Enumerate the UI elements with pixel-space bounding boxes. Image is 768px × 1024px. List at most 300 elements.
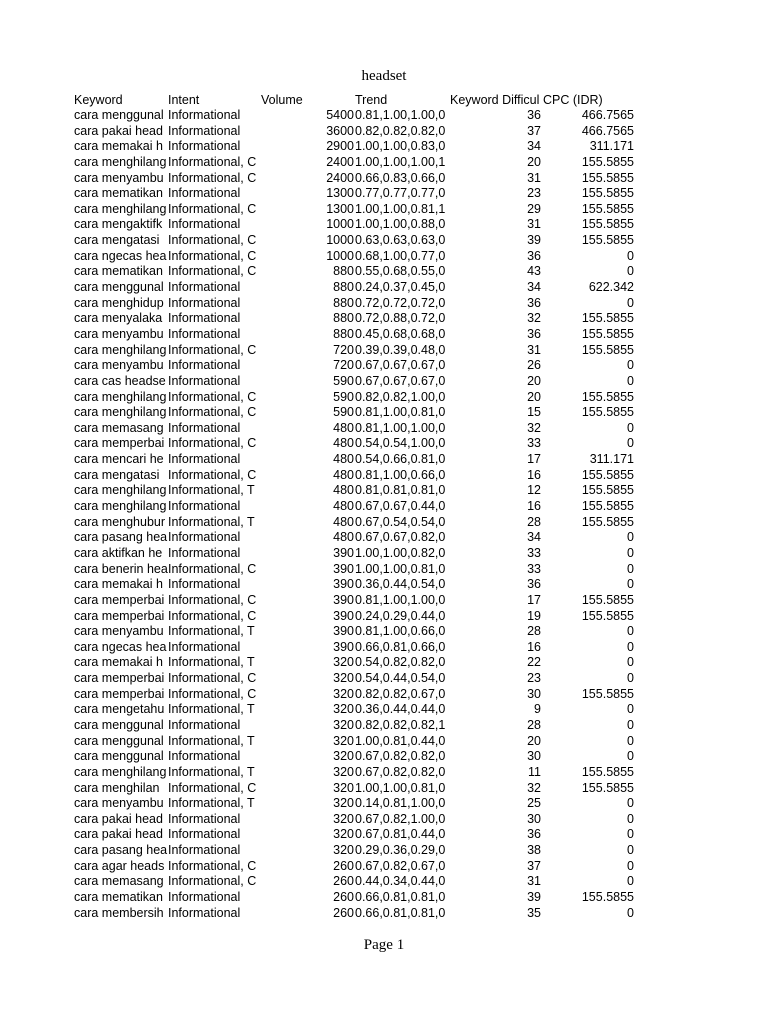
- table-row: [74, 609, 644, 625]
- cpc-cell: 0: [627, 655, 634, 670]
- keyword-difficulty-cell: 20: [527, 373, 541, 388]
- keyword-cell: cara memperbai: [74, 592, 165, 607]
- keyword-table: [74, 92, 644, 921]
- cpc-cell: 0: [627, 702, 634, 717]
- cpc-cell: 155.5855: [581, 170, 634, 185]
- keyword-cell: cara memasang: [74, 420, 164, 435]
- table-row: [74, 155, 644, 171]
- keyword-difficulty-cell: 31: [527, 342, 541, 357]
- keyword-difficulty-cell: 43: [527, 264, 541, 279]
- keyword-cell: cara menggunal: [74, 733, 164, 748]
- keyword-cell: cara menyambu: [74, 358, 164, 373]
- cpc-cell: 0: [627, 624, 634, 639]
- page-number: Page 1: [363, 937, 405, 953]
- intent-cell: Informational, C: [168, 264, 257, 279]
- intent-cell: Informational: [168, 545, 241, 560]
- volume-cell: 880: [333, 326, 354, 341]
- keyword-cell: cara memakai h: [74, 139, 163, 154]
- keyword-difficulty-cell: 32: [527, 311, 541, 326]
- trend-cell: 0.81,1.00,1.00,0: [355, 420, 446, 435]
- trend-cell: 1.00,1.00,0.81,1: [355, 201, 446, 216]
- keyword-difficulty-cell: 25: [527, 796, 541, 811]
- table-row: [74, 906, 644, 922]
- keyword-cell: cara menggunal: [74, 280, 164, 295]
- intent-cell: Informational: [168, 530, 241, 545]
- trend-cell: 0.82,0.82,1.00,0: [355, 389, 446, 404]
- keyword-difficulty-cell: 20: [527, 154, 541, 169]
- volume-cell: 1300: [326, 186, 354, 201]
- keyword-difficulty-cell: 37: [527, 123, 541, 138]
- keyword-difficulty-cell: 31: [527, 874, 541, 889]
- volume-cell: 480: [333, 467, 354, 482]
- trend-cell: 0.44,0.34,0.44,0: [355, 874, 446, 889]
- trend-cell: 0.29,0.36,0.29,0: [355, 843, 446, 858]
- cpc-cell: 0: [627, 811, 634, 826]
- intent-cell: Informational, C: [168, 248, 257, 263]
- keyword-difficulty-cell: 12: [527, 483, 541, 498]
- cpc-cell: 155.5855: [581, 311, 634, 326]
- cpc-cell: 155.5855: [581, 592, 634, 607]
- trend-cell: 1.00,1.00,0.81,0: [355, 561, 446, 576]
- keyword-difficulty-cell: 39: [527, 890, 541, 905]
- table-row: [74, 124, 644, 140]
- keyword-difficulty-cell: 17: [527, 592, 541, 607]
- intent-cell: Informational, C: [168, 858, 257, 873]
- header-keyword: Keyword: [74, 93, 123, 107]
- table-row: [74, 796, 644, 812]
- keyword-difficulty-cell: 19: [527, 608, 541, 623]
- volume-cell: 2900: [326, 139, 354, 154]
- cpc-cell: 155.5855: [581, 764, 634, 779]
- intent-cell: Informational: [168, 717, 241, 732]
- keyword-cell: cara menghilang: [74, 483, 167, 498]
- table-row: [74, 374, 644, 390]
- keyword-difficulty-cell: 15: [527, 405, 541, 420]
- intent-cell: Informational, C: [168, 233, 257, 248]
- trend-cell: 0.66,0.81,0.81,0: [355, 890, 446, 905]
- table-row: [74, 577, 644, 593]
- cpc-cell: 0: [627, 874, 634, 889]
- volume-cell: 320: [333, 702, 354, 717]
- keyword-cell: cara menghilang: [74, 389, 167, 404]
- keyword-cell: cara pasang hea: [74, 843, 168, 858]
- table-row: [74, 687, 644, 703]
- header-trend: Trend: [355, 93, 388, 107]
- cpc-cell: 0: [627, 749, 634, 764]
- cpc-cell: 155.5855: [581, 514, 634, 529]
- volume-cell: 480: [333, 499, 354, 514]
- table-row: [74, 624, 644, 640]
- volume-cell: 320: [333, 671, 354, 686]
- trend-cell: 0.82,0.82,0.82,0: [355, 123, 446, 138]
- cpc-cell: 155.5855: [581, 389, 634, 404]
- intent-cell: Informational: [168, 295, 241, 310]
- intent-cell: Informational, T: [168, 733, 255, 748]
- trend-cell: 0.81,1.00,1.00,0: [355, 592, 446, 607]
- volume-cell: 320: [333, 796, 354, 811]
- intent-cell: Informational: [168, 577, 241, 592]
- volume-cell: 1000: [326, 248, 354, 263]
- trend-cell: 0.36,0.44,0.54,0: [355, 577, 446, 592]
- keyword-cell: cara menggunal: [74, 717, 164, 732]
- table-row: [74, 874, 644, 890]
- table-row: [74, 421, 644, 437]
- volume-cell: 880: [333, 280, 354, 295]
- trend-cell: 0.66,0.81,0.81,0: [355, 905, 446, 920]
- volume-cell: 2400: [326, 170, 354, 185]
- cpc-cell: 0: [627, 561, 634, 576]
- intent-cell: Informational, C: [168, 154, 257, 169]
- table-row: [74, 530, 644, 546]
- keyword-difficulty-cell: 16: [527, 499, 541, 514]
- keyword-cell: cara memasang: [74, 874, 164, 889]
- cpc-cell: 155.5855: [581, 405, 634, 420]
- cpc-cell: 0: [627, 248, 634, 263]
- volume-cell: 480: [333, 483, 354, 498]
- cpc-cell: 155.5855: [581, 217, 634, 232]
- keyword-cell: cara mengaktifk: [74, 217, 163, 232]
- cpc-cell: 0: [627, 530, 634, 545]
- table-row: [74, 233, 644, 249]
- volume-cell: 390: [333, 577, 354, 592]
- keyword-difficulty-cell: 23: [527, 671, 541, 686]
- cpc-cell: 466.7565: [581, 108, 634, 122]
- cpc-cell: 155.5855: [581, 201, 634, 216]
- cpc-cell: 155.5855: [581, 326, 634, 341]
- keyword-cell: cara menghidup: [74, 295, 164, 310]
- intent-cell: Informational, C: [168, 592, 257, 607]
- keyword-cell: cara menghilang: [74, 764, 167, 779]
- intent-cell: Informational: [168, 452, 241, 467]
- sheet-title: headset: [361, 68, 407, 84]
- keyword-difficulty-cell: 17: [527, 452, 541, 467]
- trend-cell: 0.63,0.63,0.63,0: [355, 233, 446, 248]
- intent-cell: Informational: [168, 639, 241, 654]
- table-row: [74, 859, 644, 875]
- trend-cell: 0.55,0.68,0.55,0: [355, 264, 446, 279]
- trend-cell: 0.67,0.67,0.67,0: [355, 358, 446, 373]
- cpc-cell: 0: [627, 796, 634, 811]
- keyword-difficulty-cell: 31: [527, 170, 541, 185]
- table-row: [74, 108, 644, 124]
- keyword-cell: cara memperbai: [74, 686, 165, 701]
- trend-cell: 1.00,0.81,0.44,0: [355, 733, 446, 748]
- table-row: [74, 765, 644, 781]
- volume-cell: 480: [333, 452, 354, 467]
- cpc-cell: 0: [627, 733, 634, 748]
- keyword-cell: cara menghilang: [74, 154, 167, 169]
- keyword-difficulty-cell: 16: [527, 639, 541, 654]
- trend-cell: 0.45,0.68,0.68,0: [355, 326, 446, 341]
- cpc-cell: 0: [627, 905, 634, 920]
- table-row: [74, 217, 644, 233]
- intent-cell: Informational, C: [168, 561, 257, 576]
- cpc-cell: 0: [627, 264, 634, 279]
- volume-cell: 320: [333, 827, 354, 842]
- volume-cell: 1000: [326, 217, 354, 232]
- cpc-cell: 311.171: [589, 139, 634, 154]
- table-row: [74, 249, 644, 265]
- keyword-difficulty-cell: 29: [527, 201, 541, 216]
- volume-cell: 320: [333, 764, 354, 779]
- volume-cell: 5400: [326, 108, 354, 122]
- volume-cell: 390: [333, 545, 354, 560]
- keyword-cell: cara pakai head: [74, 827, 163, 842]
- intent-cell: Informational, C: [168, 342, 257, 357]
- trend-cell: 1.00,1.00,1.00,1: [355, 154, 446, 169]
- intent-cell: Informational: [168, 499, 241, 514]
- table-row: [74, 327, 644, 343]
- table-row: [74, 515, 644, 531]
- table-row: [74, 593, 644, 609]
- table-row: [74, 452, 644, 468]
- keyword-difficulty-cell: 28: [527, 624, 541, 639]
- volume-cell: 390: [333, 561, 354, 576]
- intent-cell: Informational, T: [168, 624, 255, 639]
- keyword-cell: cara memperbai: [74, 608, 165, 623]
- keyword-difficulty-cell: 33: [527, 436, 541, 451]
- volume-cell: 880: [333, 311, 354, 326]
- volume-cell: 880: [333, 264, 354, 279]
- keyword-cell: cara pasang hea: [74, 530, 168, 545]
- intent-cell: Informational: [168, 108, 241, 122]
- keyword-difficulty-cell: 20: [527, 389, 541, 404]
- keyword-difficulty-cell: 30: [527, 749, 541, 764]
- intent-cell: Informational: [168, 373, 241, 388]
- table-row: [74, 718, 644, 734]
- table-row: [74, 827, 644, 843]
- keyword-cell: cara menyambu: [74, 796, 164, 811]
- header-cpc: CPC (IDR): [543, 93, 603, 107]
- keyword-difficulty-cell: 32: [527, 780, 541, 795]
- intent-cell: Informational, C: [168, 780, 257, 795]
- volume-cell: 320: [333, 811, 354, 826]
- intent-cell: Informational, C: [168, 201, 257, 216]
- volume-cell: 390: [333, 592, 354, 607]
- trend-cell: 0.81,1.00,0.81,0: [355, 405, 446, 420]
- trend-cell: 0.14,0.81,1.00,0: [355, 796, 446, 811]
- volume-cell: 260: [333, 858, 354, 873]
- keyword-difficulty-cell: 30: [527, 811, 541, 826]
- intent-cell: Informational: [168, 811, 241, 826]
- table-row: [74, 655, 644, 671]
- keyword-cell: cara ngecas hea: [74, 248, 167, 263]
- keyword-difficulty-cell: 11: [528, 764, 541, 779]
- keyword-difficulty-cell: 16: [527, 467, 541, 482]
- table-row: [74, 562, 644, 578]
- cpc-cell: 0: [627, 436, 634, 451]
- trend-cell: 1.00,1.00,0.83,0: [355, 139, 446, 154]
- volume-cell: 320: [333, 749, 354, 764]
- header-intent: Intent: [168, 93, 200, 107]
- keyword-difficulty-cell: 34: [527, 280, 541, 295]
- keyword-cell: cara mengetahu: [74, 702, 165, 717]
- keyword-cell: cara menggunal: [74, 108, 164, 122]
- table-row: [74, 483, 644, 499]
- trend-cell: 0.81,1.00,0.66,0: [355, 624, 446, 639]
- volume-cell: 260: [333, 905, 354, 920]
- volume-cell: 320: [333, 780, 354, 795]
- trend-cell: 0.54,0.54,1.00,0: [355, 436, 446, 451]
- intent-cell: Informational: [168, 186, 241, 201]
- intent-cell: Informational: [168, 905, 241, 920]
- trend-cell: 1.00,1.00,0.81,0: [355, 780, 446, 795]
- volume-cell: 320: [333, 717, 354, 732]
- volume-cell: 390: [333, 639, 354, 654]
- keyword-cell: cara menggunal: [74, 749, 164, 764]
- trend-cell: 0.54,0.82,0.82,0: [355, 655, 446, 670]
- volume-cell: 720: [333, 342, 354, 357]
- trend-cell: 0.54,0.66,0.81,0: [355, 452, 446, 467]
- trend-cell: 0.72,0.72,0.72,0: [355, 295, 446, 310]
- keyword-cell: cara mencari he: [74, 452, 164, 467]
- table-row: [74, 436, 644, 452]
- keyword-cell: cara memakai h: [74, 577, 163, 592]
- intent-cell: Informational, C: [168, 170, 257, 185]
- volume-cell: 590: [333, 373, 354, 388]
- volume-cell: 1000: [326, 233, 354, 248]
- table-row: [74, 343, 644, 359]
- volume-cell: 1300: [326, 201, 354, 216]
- keyword-cell: cara mematikan: [74, 890, 163, 905]
- table-row: [74, 749, 644, 765]
- keyword-difficulty-cell: 37: [527, 858, 541, 873]
- table-row: [74, 734, 644, 750]
- table-row: [74, 468, 644, 484]
- keyword-cell: cara menghilan: [74, 780, 160, 795]
- table-row: [74, 171, 644, 187]
- cpc-cell: 155.5855: [581, 890, 634, 905]
- intent-cell: Informational, C: [168, 389, 257, 404]
- keyword-cell: cara memakai h: [74, 655, 163, 670]
- table-row: [74, 499, 644, 515]
- header-volume: Volume: [261, 93, 303, 107]
- volume-cell: 320: [333, 733, 354, 748]
- trend-cell: 0.67,0.54,0.54,0: [355, 514, 446, 529]
- volume-cell: 720: [333, 358, 354, 373]
- cpc-cell: 155.5855: [581, 342, 634, 357]
- cpc-cell: 311.171: [589, 452, 634, 467]
- table-row: [74, 186, 644, 202]
- intent-cell: Informational: [168, 358, 241, 373]
- trend-cell: 0.67,0.82,0.82,0: [355, 749, 446, 764]
- cpc-cell: 155.5855: [581, 233, 634, 248]
- keyword-difficulty-cell: 36: [527, 108, 541, 122]
- keyword-cell: cara menyambu: [74, 170, 164, 185]
- cpc-cell: 0: [627, 545, 634, 560]
- intent-cell: Informational, C: [168, 467, 257, 482]
- table-row: [74, 405, 644, 421]
- cpc-cell: 622.342: [588, 280, 634, 295]
- cpc-cell: 155.5855: [581, 186, 634, 201]
- table-row: [74, 781, 644, 797]
- volume-cell: 3600: [326, 123, 354, 138]
- keyword-cell: cara aktifkan he: [74, 545, 163, 560]
- intent-cell: Informational, C: [168, 671, 257, 686]
- table-row: [74, 843, 644, 859]
- trend-cell: 0.67,0.81,0.44,0: [355, 827, 446, 842]
- cpc-cell: 155.5855: [581, 154, 634, 169]
- intent-cell: Informational, T: [168, 483, 255, 498]
- keyword-difficulty-cell: 28: [527, 717, 541, 732]
- keyword-difficulty-cell: 34: [527, 530, 541, 545]
- table-row: [74, 890, 644, 906]
- intent-cell: Informational: [168, 139, 241, 154]
- trend-cell: 0.67,0.82,1.00,0: [355, 811, 446, 826]
- cpc-cell: 155.5855: [581, 499, 634, 514]
- keyword-cell: cara mematikan: [74, 264, 163, 279]
- keyword-difficulty-cell: 39: [527, 233, 541, 248]
- trend-cell: 0.66,0.81,0.66,0: [355, 639, 446, 654]
- trend-cell: 0.82,0.82,0.67,0: [355, 686, 446, 701]
- keyword-cell: cara pakai head: [74, 811, 163, 826]
- trend-cell: 0.81,1.00,1.00,0: [355, 108, 446, 122]
- keyword-difficulty-cell: 36: [527, 248, 541, 263]
- keyword-difficulty-cell: 36: [527, 295, 541, 310]
- keyword-difficulty-cell: 35: [527, 905, 541, 920]
- cpc-cell: 466.7565: [581, 123, 634, 138]
- cpc-cell: 155.5855: [581, 483, 634, 498]
- trend-cell: 0.67,0.82,0.82,0: [355, 764, 446, 779]
- keyword-difficulty-cell: 36: [527, 827, 541, 842]
- cpc-cell: 155.5855: [581, 467, 634, 482]
- cpc-cell: 0: [627, 358, 634, 373]
- header-keyword-difficulty: Keyword Difficul: [450, 93, 540, 107]
- table-row: [74, 139, 644, 155]
- keyword-difficulty-cell: 22: [527, 655, 541, 670]
- volume-cell: 590: [333, 405, 354, 420]
- volume-cell: 320: [333, 843, 354, 858]
- table-row: [74, 390, 644, 406]
- cpc-cell: 0: [627, 858, 634, 873]
- trend-cell: 0.67,0.67,0.44,0: [355, 499, 446, 514]
- intent-cell: Informational: [168, 123, 241, 138]
- keyword-cell: cara membersih: [74, 905, 164, 920]
- keyword-difficulty-cell: 36: [527, 577, 541, 592]
- trend-cell: 0.68,1.00,0.77,0: [355, 248, 446, 263]
- keyword-cell: cara cas headse: [74, 373, 166, 388]
- trend-cell: 1.00,1.00,0.88,0: [355, 217, 446, 232]
- intent-cell: Informational, T: [168, 796, 255, 811]
- volume-cell: 480: [333, 420, 354, 435]
- trend-cell: 1.00,1.00,0.82,0: [355, 545, 446, 560]
- keyword-cell: cara pakai head: [74, 123, 163, 138]
- intent-cell: Informational, C: [168, 608, 257, 623]
- volume-cell: 590: [333, 389, 354, 404]
- table-row: [74, 311, 644, 327]
- cpc-cell: 155.5855: [581, 780, 634, 795]
- keyword-difficulty-cell: 23: [527, 186, 541, 201]
- trend-cell: 0.67,0.82,0.67,0: [355, 858, 446, 873]
- keyword-cell: cara mengatasi: [74, 467, 160, 482]
- table-row: [74, 280, 644, 296]
- intent-cell: Informational: [168, 311, 241, 326]
- trend-cell: 0.54,0.44,0.54,0: [355, 671, 446, 686]
- intent-cell: Informational, C: [168, 686, 257, 701]
- header-row: [74, 92, 644, 108]
- keyword-difficulty-cell: 26: [527, 358, 541, 373]
- cpc-cell: 0: [627, 671, 634, 686]
- keyword-difficulty-cell: 34: [527, 139, 541, 154]
- volume-cell: 260: [333, 874, 354, 889]
- keyword-difficulty-cell: 20: [527, 733, 541, 748]
- keyword-difficulty-cell: 38: [527, 843, 541, 858]
- intent-cell: Informational, T: [168, 655, 255, 670]
- trend-cell: 0.77,0.77,0.77,0: [355, 186, 446, 201]
- keyword-cell: cara menyambu: [74, 624, 164, 639]
- keyword-difficulty-cell: 31: [527, 217, 541, 232]
- keyword-cell: cara agar heads: [74, 858, 165, 873]
